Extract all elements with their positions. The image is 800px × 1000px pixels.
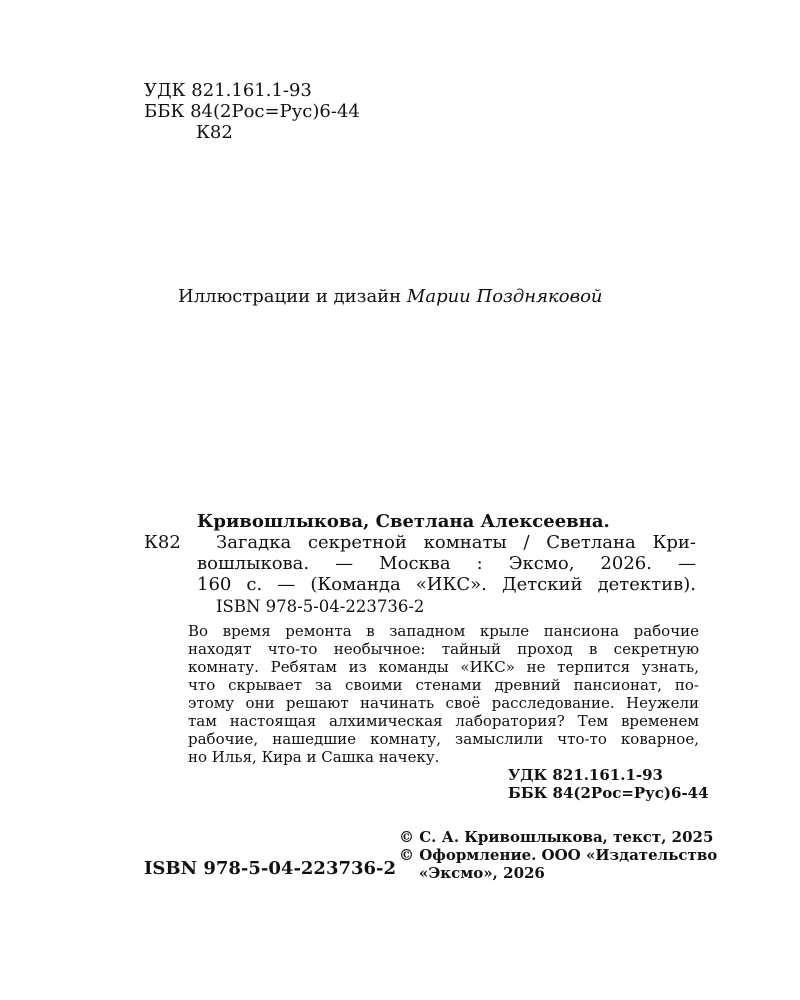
catalog-udk: УДК 821.161.1-93: [508, 766, 663, 784]
bib-line-3: 160 с. — (Команда «ИКС». Детский детектив).: [197, 574, 696, 595]
annotation-line-5: этому они решают начинать своё расследование. Неужели: [188, 694, 699, 712]
author-mark: К82: [196, 122, 233, 143]
bbk-code: ББК 84(2Рос=Рус)6-44: [144, 101, 360, 122]
annotation-line-1: Во время ремонта в западном крыле пансиона рабочие: [188, 622, 699, 640]
catalog-bbk: ББК 84(2Рос=Рус)6-44: [508, 784, 709, 802]
bib-line-2: вошлыкова. — Москва : Эксмо, 2026. —: [197, 553, 696, 574]
annotation-line-7: рабочие, нашедшие комнату, замыслили что-то коварное,: [188, 730, 699, 748]
bib-line-1: Загадка секретной комнаты / Светлана Кри-: [216, 532, 696, 553]
annotation-line-2: находят что-то необычное: тайный проход в секретную: [188, 640, 699, 658]
annotation-line-6: там настоящая алхимическая лаборатория? Тем временем: [188, 712, 699, 730]
copyright-line-1: © С. А. Кривошлыкова, текст, 2025: [399, 828, 714, 846]
illustration-credit: [178, 286, 603, 307]
catalog-author-mark: К82: [144, 532, 181, 553]
annotation-line-4: что скрывает за своими стенами древний пансионат, по-: [188, 676, 699, 694]
credit-prefix: Иллюстрации и дизайн: [178, 286, 402, 307]
annotation-line-8: но Илья, Кира и Сашка начеку.: [188, 748, 440, 766]
annotation-line-3: комнату. Ребятам из команды «ИКС» не терпится узнать,: [188, 658, 699, 676]
copyright-line-2: © Оформление. ООО «Издательство: [399, 846, 718, 864]
udk-code: УДК 821.161.1-93: [144, 80, 312, 101]
illustrator-name: Марии Поздняковой: [406, 286, 603, 307]
copyright-line-3: «Эксмо», 2026: [419, 864, 545, 882]
catalog-author-heading: Кривошлыкова, Светлана Алексеевна.: [197, 511, 610, 532]
catalog-isbn: ISBN 978-5-04-223736-2: [216, 597, 425, 616]
bottom-isbn: ISBN 978-5-04-223736-2: [144, 858, 397, 879]
